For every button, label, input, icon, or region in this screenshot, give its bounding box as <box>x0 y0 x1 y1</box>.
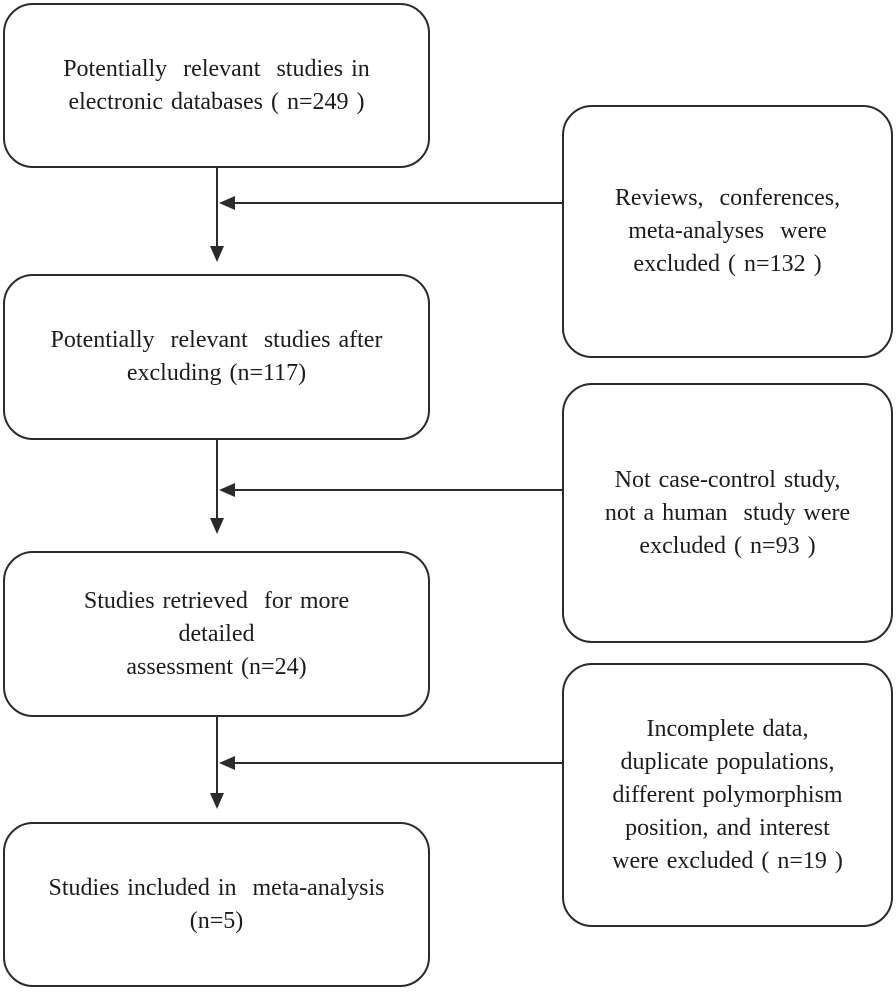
box-text-line: different polymorphism <box>612 781 843 808</box>
down-arrow-2-line <box>216 440 218 520</box>
left-arrow-3-head-icon <box>219 756 235 770</box>
down-arrow-2-head-icon <box>210 518 224 534</box>
left-arrow-1-head-icon <box>219 196 235 210</box>
box-text-line: Potentially relevant studies in <box>63 55 370 82</box>
box-text-line: Not case-control study, <box>614 466 841 493</box>
box-text-line: Potentially relevant studies after <box>50 327 383 353</box>
down-arrow-1-head-icon <box>210 246 224 262</box>
box-text-line: duplicate populations, <box>620 748 835 775</box>
exclusion-box-reviews <box>562 105 893 358</box>
box-text-line: Reviews, conferences, <box>614 185 841 211</box>
down-arrow-3-head-icon <box>210 793 224 809</box>
box-text-line: excluded ( n=132 ) <box>633 251 822 277</box>
left-arrow-3-line <box>235 762 562 764</box>
flow-box-detailed-assessment <box>3 551 430 717</box>
box-text-line: assessment (n=24) <box>126 653 307 680</box>
exclusion-box-not-case-control <box>562 383 893 643</box>
exclusion-box-incomplete-data <box>562 663 893 927</box>
left-arrow-1-line <box>235 202 562 204</box>
flow-box-after-excluding <box>3 274 430 440</box>
box-text-line: excluded ( n=93 ) <box>639 532 816 559</box>
box-text-line: meta-analyses were <box>628 218 827 244</box>
down-arrow-3-line <box>216 717 218 795</box>
box-text-line: position, and interest <box>625 814 830 841</box>
box-text-line: were excluded ( n=19 ) <box>612 847 843 874</box>
box-text-line: Studies included in meta-analysis <box>48 874 385 901</box>
box-text-line: Studies retrieved for more <box>83 587 350 614</box>
box-text-line: Incomplete data, <box>646 715 809 742</box>
box-text-line: not a human study were <box>604 499 851 526</box>
left-arrow-2-line <box>235 489 562 491</box>
down-arrow-1-line <box>216 168 218 248</box>
box-text-line: electronic databases ( n=249 ) <box>68 88 365 115</box>
flow-box-identification <box>3 3 430 168</box>
left-arrow-2-head-icon <box>219 483 235 497</box>
box-text-line: (n=5) <box>189 907 244 934</box>
flow-box-included <box>3 822 430 987</box>
box-text-line: excluding (n=117) <box>126 360 307 386</box>
box-text-line: detailed <box>178 620 255 647</box>
